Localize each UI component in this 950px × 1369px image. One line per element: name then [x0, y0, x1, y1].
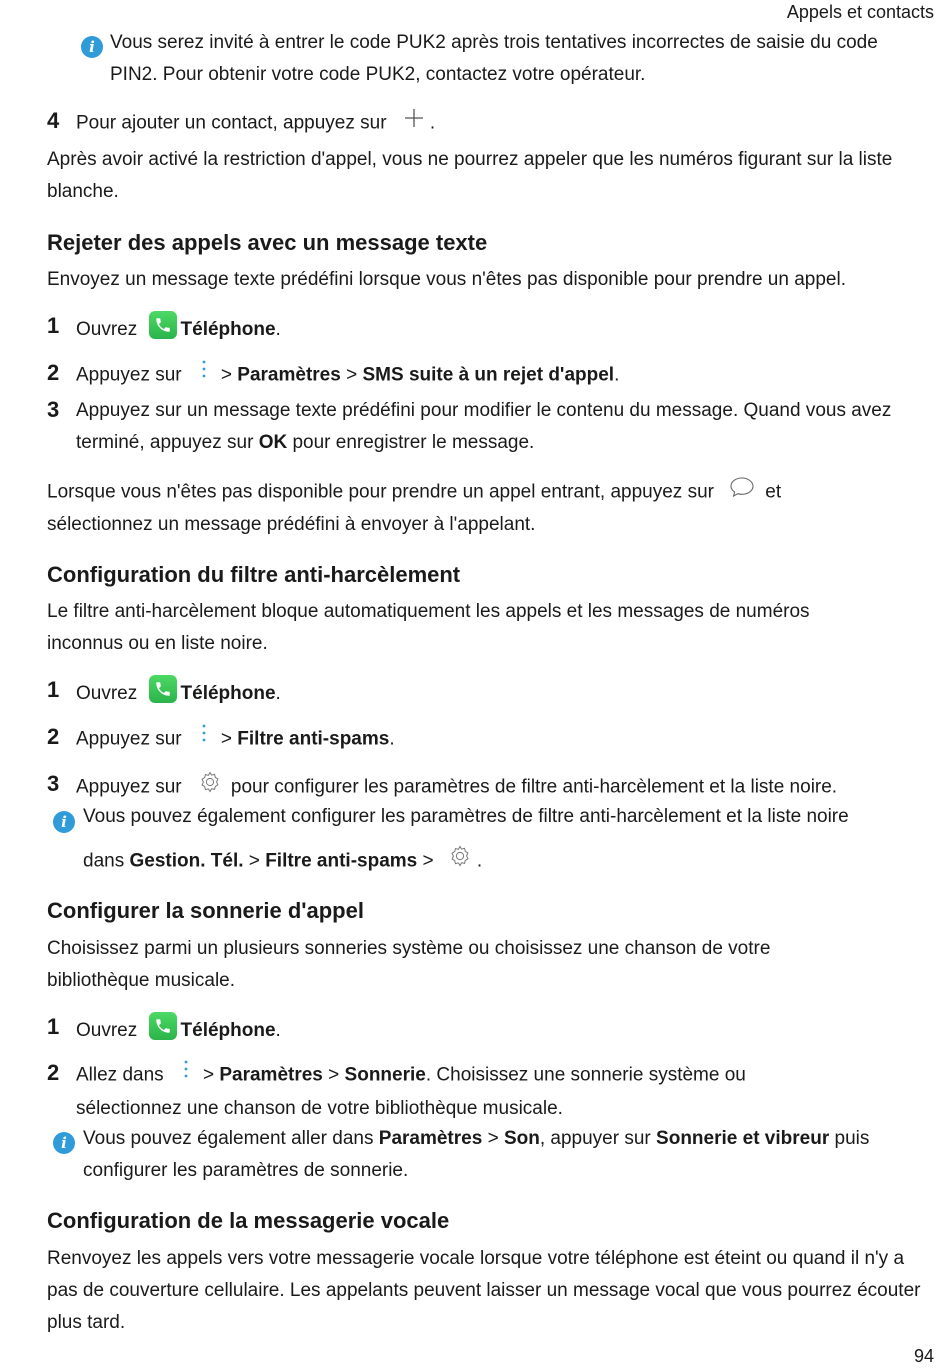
- step-number: 1: [47, 1014, 60, 1039]
- note-puk2: Vous serez invité à entrer le code PUK2 après trois tentatives incorrectes de saisie du code PIN2. Pour obtenir votre code PUK2, contactez votre opérateur.: [110, 32, 878, 85]
- step-number: 3: [47, 397, 60, 422]
- info-icon: i: [81, 36, 103, 58]
- step-number: 2: [47, 360, 60, 385]
- step-add-contact: Pour ajouter un contact, appuyez sur .: [76, 106, 926, 141]
- info-icon: i: [53, 1132, 75, 1154]
- message-bubble-icon: [729, 476, 755, 509]
- page-header-title: Appels et contacts: [786, 2, 934, 22]
- step-number: 2: [47, 724, 60, 749]
- step-number: 3: [47, 771, 60, 796]
- step-text: Pour ajouter un contact, appuyez sur: [76, 112, 387, 134]
- phone-app-icon: [149, 311, 177, 339]
- page-number: 94: [913, 1346, 934, 1366]
- filter-step-2: Appuyez sur > Filtre anti-spams.: [76, 722, 926, 757]
- reject-outro: Lorsque vous n'êtes pas disponible pour prendre un appel entrant, appuyez sur et sélectionnez un message prédéfini à envoyer à l'appelant.: [47, 476, 887, 541]
- step-number: 1: [47, 677, 60, 702]
- filter-intro: Le filtre anti-harcèlement bloque automatiquement les appels et les messages de numéros inconnus ou en liste noire.: [47, 601, 810, 654]
- filter-note: Vous pouvez également configurer les paramètres de filtre anti-harcèlement et la liste noire dans Gestion. Tél. > Filtre anti-spams > .: [83, 801, 913, 880]
- ringtone-note: Vous pouvez également aller dans Paramètres > Son, appuyer sur Sonnerie et vibreur puis configurer les paramètres de sonnerie.: [83, 1128, 870, 1181]
- restriction-paragraph: Après avoir activé la restriction d'appel, vous ne pourrez appeler que les numéros figurant sur la liste blanche.: [47, 149, 893, 202]
- filter-step-1: Ouvrez Téléphone.: [76, 675, 926, 710]
- section-heading-ringtone: Configurer la sonnerie d'appel: [47, 898, 364, 923]
- reject-step-3: Appuyez sur un message texte prédéfini pour modifier le contenu du message. Quand vous avez terminé, appuyez sur OK pour enregistrer le message.: [76, 400, 892, 453]
- section-heading-reject: Rejeter des appels avec un message texte: [47, 230, 488, 255]
- reject-step-2: Appuyez sur > Paramètres > SMS suite à un rejet d'appel.: [76, 358, 926, 393]
- ringtone-intro: Choisissez parmi un plusieurs sonneries système ou choisissez une chanson de votre bibliothèque musicale.: [47, 938, 771, 991]
- phone-app-icon: [149, 675, 177, 703]
- info-icon: i: [53, 811, 75, 833]
- reject-step-1: Ouvrez Téléphone.: [76, 311, 926, 346]
- section-heading-filter: Configuration du filtre anti-harcèlement: [47, 562, 461, 587]
- ringtone-step-1: Ouvrez Téléphone.: [76, 1012, 926, 1047]
- ringtone-step-2: Allez dans > Paramètres > Sonnerie. Choisissez une sonnerie système ou sélectionnez une chanson de votre bibliothèque musicale.: [76, 1058, 816, 1125]
- phone-app-icon: [149, 1012, 177, 1040]
- step-number: 4: [47, 108, 60, 133]
- step-number: 2: [47, 1060, 60, 1085]
- reject-intro: Envoyez un message texte prédéfini lorsque vous n'êtes pas disponible pour prendre un appel.: [47, 269, 846, 290]
- filter-step-3: Appuyez sur pour configurer les paramètres de filtre anti-harcèlement et la liste noire.: [76, 769, 926, 806]
- section-heading-voicemail: Configuration de la messagerie vocale: [47, 1208, 450, 1233]
- more-vertical-icon: [201, 722, 207, 757]
- plus-icon: [402, 106, 426, 141]
- more-vertical-icon: [183, 1058, 189, 1093]
- gear-icon: [447, 843, 473, 880]
- more-vertical-icon: [201, 358, 207, 393]
- voicemail-intro: Renvoyez les appels vers votre messagerie vocale lorsque votre téléphone est éteint ou quand il n'y a pas de couverture cellulaire. Les appelants peuvent laisser un message vocal que vous pourrez écouter plus tard.: [47, 1248, 921, 1333]
- step-number: 1: [47, 313, 60, 338]
